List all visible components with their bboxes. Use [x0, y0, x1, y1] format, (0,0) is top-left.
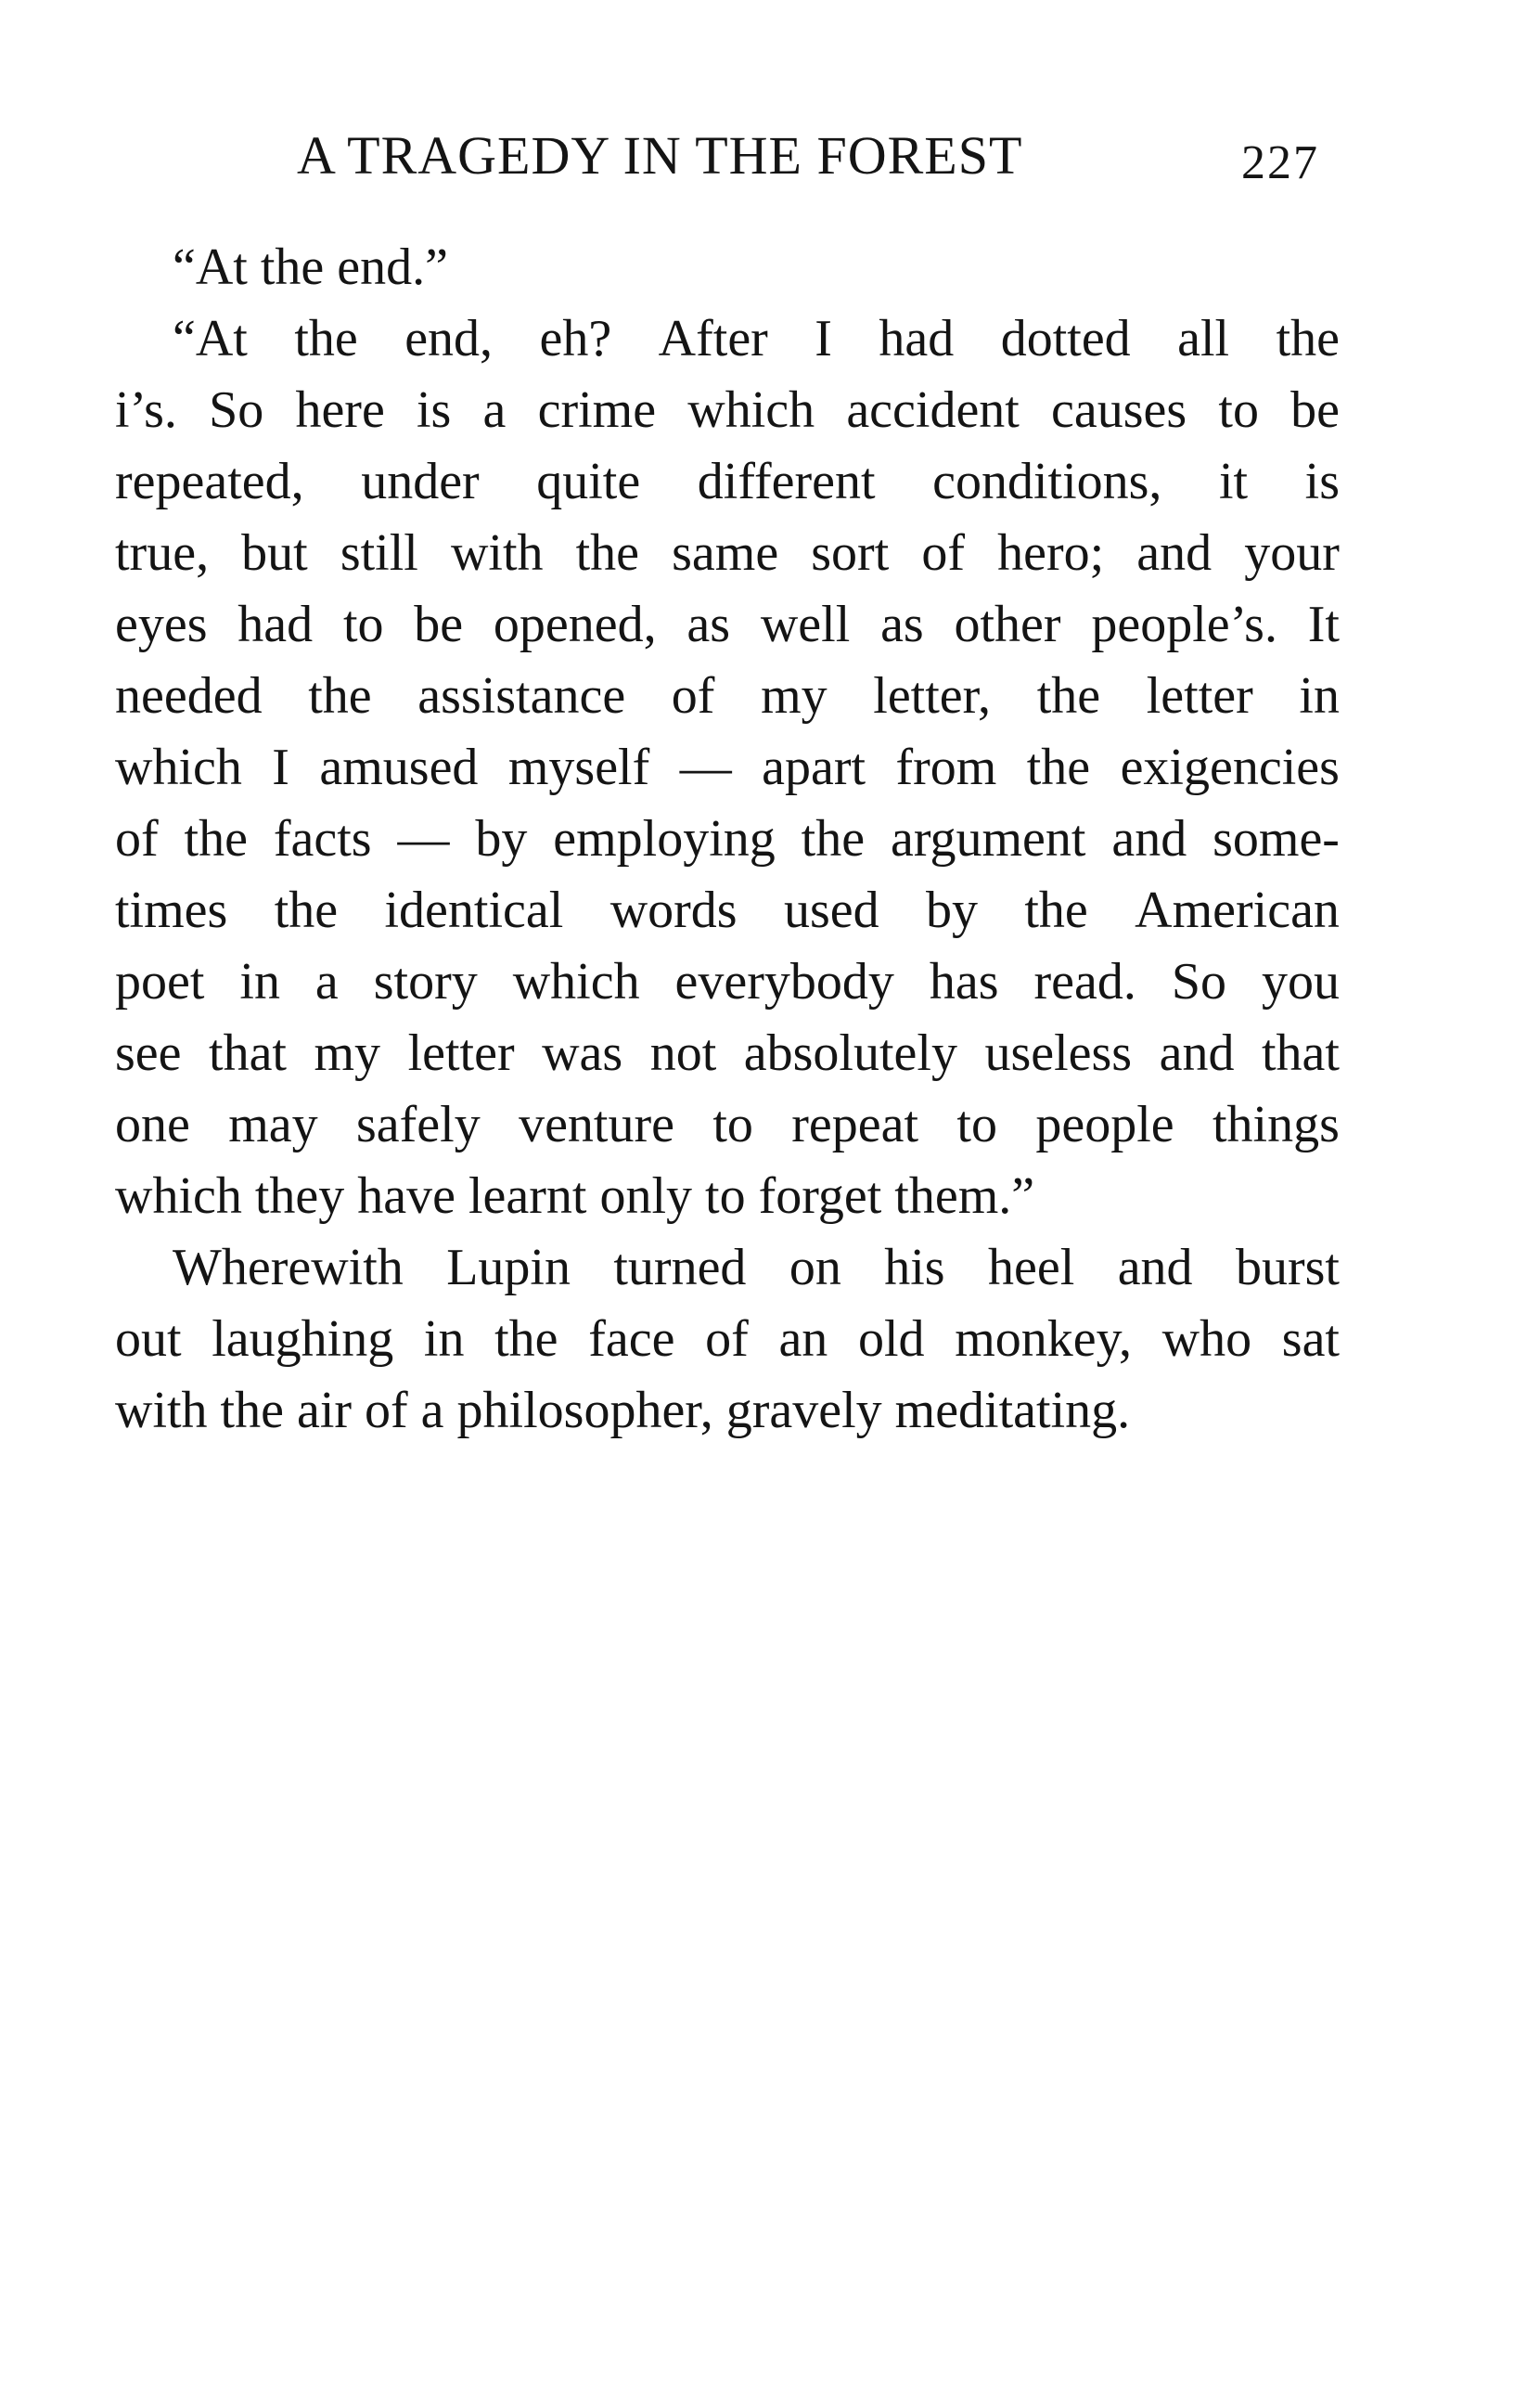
text-line: [115, 732, 1340, 804]
word: It: [1307, 596, 1340, 653]
text-line: [115, 1232, 1340, 1304]
word: is: [417, 381, 452, 439]
text-line: with the air of a philosopher, gravely meditating.: [115, 1382, 1131, 1439]
word: facts: [273, 810, 372, 868]
text-line: [115, 375, 1340, 446]
word: my: [761, 667, 828, 725]
word: and: [1159, 1024, 1235, 1082]
word: sort: [811, 524, 890, 582]
word: may: [228, 1096, 318, 1153]
text-line: [115, 1018, 1340, 1089]
word: accident: [846, 381, 1020, 439]
word: useless: [984, 1024, 1133, 1082]
word: and: [1117, 1239, 1193, 1296]
word: apart: [762, 739, 866, 796]
word: be: [1290, 381, 1340, 439]
word: the: [1024, 882, 1088, 939]
word: dotted: [1000, 310, 1131, 367]
word: but: [241, 524, 308, 582]
word: So: [209, 381, 264, 439]
text-line: [115, 518, 1340, 589]
word: letter: [407, 1024, 515, 1082]
word: the: [1026, 739, 1091, 796]
word: eh?: [539, 310, 612, 367]
word: i’s.: [115, 381, 177, 439]
word: venture: [519, 1096, 674, 1153]
word: still: [340, 524, 418, 582]
word: you: [1261, 953, 1340, 1011]
text-line: “At the end.”: [173, 238, 448, 296]
word: it: [1218, 453, 1249, 510]
word: true,: [115, 524, 210, 582]
page-number: 227: [1241, 136, 1319, 189]
text-line: which they have learnt only to forget them.”: [115, 1167, 1035, 1225]
text-line: [115, 589, 1340, 661]
word: letter,: [873, 667, 992, 725]
word: which: [687, 381, 815, 439]
word: times: [115, 882, 228, 939]
word: of: [115, 810, 159, 868]
running-head: [0, 119, 1514, 193]
word: sat: [1281, 1310, 1340, 1368]
word: employing: [553, 810, 776, 868]
word: causes: [1051, 381, 1187, 439]
word: out: [115, 1310, 182, 1368]
word: some-: [1212, 810, 1340, 868]
word: the: [1036, 667, 1101, 725]
word: had: [879, 310, 955, 367]
text-line: [115, 1304, 1340, 1375]
word: one: [115, 1096, 190, 1153]
word: the: [184, 810, 248, 868]
word: had: [237, 596, 314, 653]
word: in: [1299, 667, 1340, 725]
word: American: [1135, 882, 1340, 939]
word: from: [895, 739, 997, 796]
word: safely: [356, 1096, 481, 1153]
word: of: [921, 524, 966, 582]
word: poet: [115, 953, 205, 1011]
word: After: [658, 310, 768, 367]
word: to: [342, 596, 384, 653]
word: Wherewith: [173, 1239, 404, 1296]
word: the: [274, 882, 339, 939]
word: heel: [988, 1239, 1075, 1296]
word: which: [512, 953, 640, 1011]
word: see: [115, 1024, 182, 1082]
word: words: [609, 882, 738, 939]
text-line: [115, 875, 1340, 946]
running-title: A TRAGEDY IN THE FOREST: [297, 125, 1023, 186]
word: “At: [173, 310, 248, 367]
word: in: [239, 953, 280, 1011]
word: was: [542, 1024, 623, 1082]
word: absolutely: [743, 1024, 957, 1082]
word: conditions,: [932, 453, 1162, 510]
word: your: [1244, 524, 1340, 582]
word: here: [295, 381, 385, 439]
word: burst: [1235, 1239, 1340, 1296]
word: amused: [319, 739, 479, 796]
word: that: [1261, 1024, 1340, 1082]
word: —: [397, 810, 450, 868]
word: the: [294, 310, 358, 367]
word: other: [954, 596, 1061, 653]
word: an: [778, 1310, 828, 1368]
word: identical: [384, 882, 564, 939]
word: read.: [1033, 953, 1136, 1011]
word: and: [1136, 524, 1212, 582]
word: I: [272, 739, 289, 796]
word: the: [801, 810, 866, 868]
word: quite: [536, 453, 641, 510]
word: assistance: [417, 667, 626, 725]
word: has: [929, 953, 999, 1011]
word: used: [783, 882, 879, 939]
word: of: [671, 667, 715, 725]
word: end,: [404, 310, 494, 367]
word: to: [956, 1096, 997, 1153]
word: a: [314, 953, 339, 1011]
word: So: [1171, 953, 1226, 1011]
word: not: [649, 1024, 717, 1082]
text-line: [115, 804, 1340, 875]
word: the: [1276, 310, 1340, 367]
word: old: [857, 1310, 925, 1368]
word: everybody: [674, 953, 894, 1011]
word: to: [712, 1096, 753, 1153]
word: and: [1111, 810, 1187, 868]
text-line: [115, 946, 1340, 1018]
word: story: [373, 953, 478, 1011]
word: crime: [537, 381, 657, 439]
paragraph: [115, 1232, 1340, 1447]
word: eyes: [115, 596, 208, 653]
word: by: [475, 810, 528, 868]
word: the: [308, 667, 372, 725]
word: all: [1177, 310, 1230, 367]
word: laughing: [212, 1310, 394, 1368]
word: repeat: [791, 1096, 919, 1153]
word: in: [423, 1310, 465, 1368]
word: his: [884, 1239, 945, 1296]
word: Lupin: [446, 1239, 571, 1296]
body-text: [115, 232, 1340, 1447]
paragraph: [115, 303, 1340, 1232]
word: different: [697, 453, 876, 510]
word: of: [705, 1310, 749, 1368]
word: be: [414, 596, 464, 653]
word: with: [450, 524, 544, 582]
word: who: [1161, 1310, 1252, 1368]
word: turned: [613, 1239, 747, 1296]
word: on: [789, 1239, 841, 1296]
word: as: [880, 596, 924, 653]
word: as: [686, 596, 731, 653]
word: that: [209, 1024, 287, 1082]
word: my: [314, 1024, 381, 1082]
word: monkey,: [955, 1310, 1132, 1368]
word: needed: [115, 667, 263, 725]
word: under: [361, 453, 480, 510]
text-line: [115, 661, 1340, 732]
word: people: [1035, 1096, 1174, 1153]
word: to: [1218, 381, 1259, 439]
word: I: [815, 310, 832, 367]
word: same: [672, 524, 779, 582]
word: letter: [1146, 667, 1253, 725]
word: by: [925, 882, 978, 939]
word: the: [575, 524, 640, 582]
word: exigencies: [1120, 739, 1340, 796]
word: well: [760, 596, 851, 653]
word: face: [588, 1310, 675, 1368]
word: the: [494, 1310, 558, 1368]
text-line: [115, 303, 1340, 375]
text-line: [115, 1089, 1340, 1161]
text-line: [115, 446, 1340, 518]
word: hero;: [997, 524, 1105, 582]
word: —: [679, 739, 732, 796]
word: a: [482, 381, 507, 439]
word: people’s.: [1091, 596, 1277, 653]
word: things: [1212, 1096, 1340, 1153]
word: argument: [890, 810, 1086, 868]
word: is: [1304, 453, 1340, 510]
word: repeated,: [115, 453, 304, 510]
word: which: [115, 739, 242, 796]
word: myself: [507, 739, 650, 796]
word: opened,: [493, 596, 657, 653]
paragraph: [115, 232, 1340, 303]
